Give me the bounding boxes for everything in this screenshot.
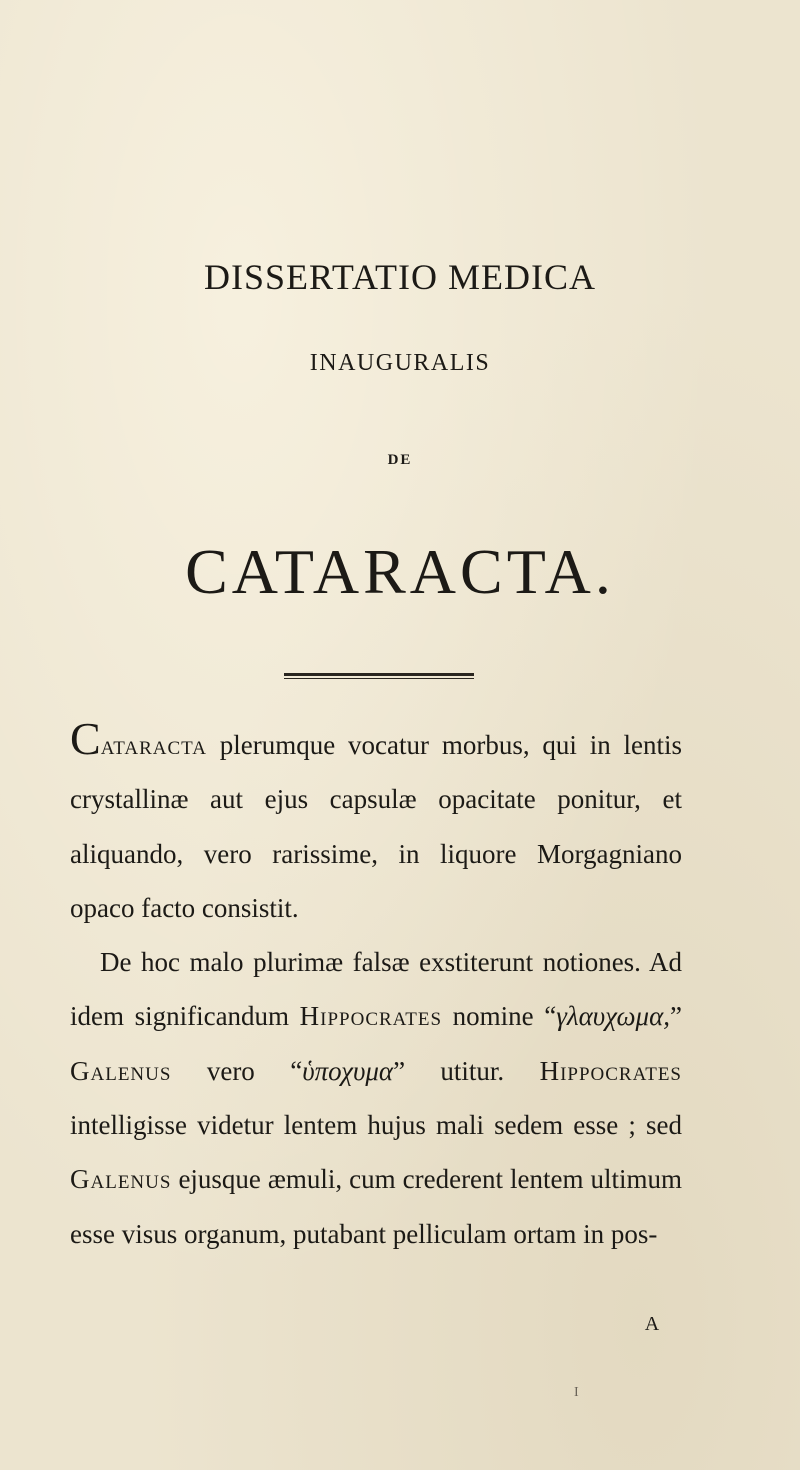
paragraph-2-text: ” utitur. — [393, 1055, 540, 1086]
author-name: Galenus — [70, 1055, 172, 1086]
dissertation-title: DISSERTATIO MEDICA — [204, 257, 596, 297]
paragraph-2 — [70, 935, 682, 1261]
main-subject-title: CATARACTA. — [185, 536, 615, 607]
author-name: Hippocrates — [539, 1055, 682, 1086]
paragraph-1 — [70, 713, 682, 935]
title-preposition: DE — [387, 452, 413, 468]
rule-thin-line — [284, 678, 474, 679]
author-name: Hippocrates — [299, 1001, 443, 1032]
greek-term: γλαυχωμα, — [556, 1001, 670, 1032]
rule-thick-line — [284, 673, 474, 676]
decorative-rule — [284, 673, 474, 679]
drop-cap: C — [70, 713, 101, 764]
paragraph-2-text: ejusque æmuli, cum crederent lentem ultimum esse visus organum, putabant pelliculam ortam in pos- — [70, 1164, 682, 1249]
lead-small-caps: ataracta — [100, 730, 207, 760]
paragraph-2-text: ” — [670, 1001, 682, 1032]
greek-term: ὑποχυμα — [302, 1055, 394, 1086]
author-name: Galenus — [70, 1164, 172, 1195]
paragraph-2-text: vero “ — [171, 1055, 303, 1086]
paragraph-2-text: intelligisse videtur lentem hujus mali sedem esse ; sed — [70, 1110, 682, 1141]
paragraph-2-text: nomine “ — [442, 1001, 557, 1032]
signature-mark: A — [644, 1313, 660, 1335]
dissertation-subtitle: INAUGURALIS — [309, 350, 491, 376]
page-mark: I — [574, 1385, 579, 1400]
paragraph-1-text: plerumque vocatur morbus, qui in lentis crystallinæ aut ejus capsulæ opacitate ponitur, et aliquando, vero rarissime, in liquore Morgagniano opaco facto consistit. — [70, 730, 682, 923]
body-text — [70, 713, 682, 1261]
paragraph-2-text: De hoc malo plurimæ falsæ exstiterunt notiones. Ad idem significandum — [70, 947, 682, 1032]
